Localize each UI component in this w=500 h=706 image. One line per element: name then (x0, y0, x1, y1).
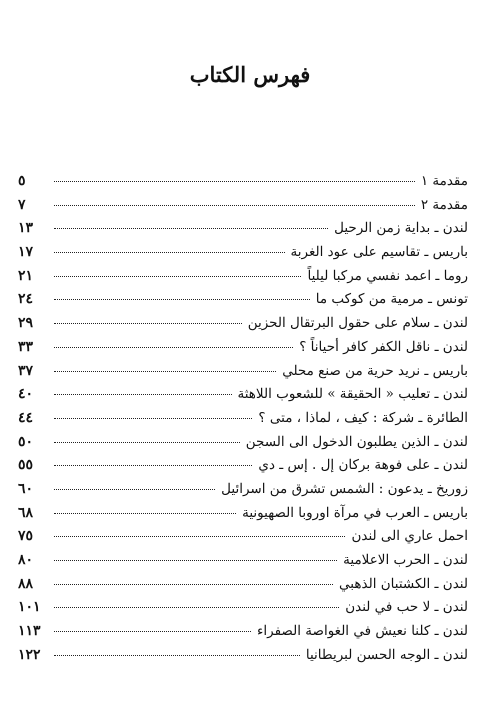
toc-entry (18, 336, 468, 360)
toc-entry-page-number: ٢١ (18, 267, 34, 284)
toc-entry-title: لندن ـ الحرب الاعلامية (343, 552, 468, 568)
toc-entry (18, 407, 468, 431)
toc-entry-title: تونس ـ مرمية من كوكب ما (315, 291, 468, 308)
toc-entry-page-number: ١٠١ (18, 599, 41, 616)
dot-leader (54, 513, 236, 514)
toc-entry (18, 573, 468, 597)
dot-leader (54, 394, 232, 395)
toc-entry (18, 525, 468, 549)
page-title: فهرس الكتاب (189, 62, 311, 87)
toc-entry-page-number: ٣٣ (18, 338, 34, 355)
toc-entry-title: لندن ـ الذين يطلبون الدخول الى السجن (245, 433, 468, 450)
dot-leader (54, 323, 242, 324)
toc-entry-page-number: ٥ (18, 173, 26, 189)
dot-leader (54, 299, 310, 300)
dot-leader (54, 181, 415, 182)
toc-entry-title: روما ـ اعمد نفسي مركبا ليلياً (307, 267, 468, 284)
toc-entry-title: الطائرة ـ شركة : كيف ، لماذا ، متى ؟ (258, 409, 468, 426)
toc-entry (18, 312, 468, 336)
toc-entry-title: زوريخ ـ يدعون : الشمس تشرق من اسرائيل (221, 480, 468, 497)
toc-entry-title: لندن ـ كلنا نعيش في الغواصة الصفراء (257, 623, 468, 640)
toc-entry-title: لندن ـ الكشتبان الذهبي (339, 575, 468, 592)
dot-leader (54, 276, 301, 277)
toc-entry-page-number: ١٧ (18, 244, 34, 261)
dot-leader (54, 228, 328, 229)
toc-entry-page-number: ٨٠ (18, 552, 34, 568)
toc-entry (18, 170, 468, 194)
toc-entry (18, 620, 468, 644)
toc-entry (18, 596, 468, 620)
toc-entry-page-number: ٣٧ (18, 362, 34, 379)
dot-leader (54, 607, 339, 608)
toc-entry (18, 241, 468, 265)
toc-entry-title: لندن ـ على فوهة بركان إل . إس ـ دي (258, 457, 468, 474)
toc-entry (18, 217, 468, 241)
dot-leader (54, 655, 300, 656)
dot-leader (54, 371, 276, 372)
toc-entry-page-number: ١٣ (18, 220, 34, 237)
table-of-contents (18, 170, 468, 667)
toc-entry-page-number: ٧ (18, 196, 26, 213)
toc-entry-title: لندن ـ بداية زمن الرحيل (334, 220, 468, 237)
toc-entry (18, 194, 468, 218)
dot-leader (54, 489, 215, 490)
toc-entry (18, 478, 468, 502)
toc-entry (18, 431, 468, 455)
toc-entry-title: باريس ـ نريد حرية من صنع محلي (282, 362, 468, 379)
dot-leader (54, 631, 251, 632)
dot-leader (54, 442, 240, 443)
dot-leader (54, 418, 252, 419)
dot-leader (54, 252, 285, 253)
toc-entry (18, 454, 468, 478)
toc-entry-page-number: ٦٨ (18, 504, 34, 521)
toc-entry (18, 360, 468, 384)
toc-entry-title: باريس ـ تقاسيم على عود الغربة (290, 244, 468, 261)
dot-leader (54, 536, 345, 537)
toc-entry-title: لندن ـ الوجه الحسن لبريطانيا (305, 646, 468, 663)
toc-entry (18, 383, 468, 407)
dot-leader (54, 347, 293, 348)
toc-entry-title: لندن ـ ناقل الكفر كافر أحياناً ؟ (299, 338, 468, 355)
toc-entry-page-number: ٧٥ (18, 528, 34, 545)
toc-entry-title: لندن ـ لا حب في لندن (345, 599, 468, 616)
toc-entry-page-number: ٥٠ (18, 433, 34, 450)
toc-entry-title: باريس ـ العرب في مرآة اوروبا الصهيونية (242, 504, 468, 521)
toc-entry-page-number: ٢٤ (18, 291, 34, 308)
toc-entry-page-number: ٤٠ (18, 386, 34, 403)
toc-entry-title: لندن ـ تعليب « الحقيقة » للشعوب اللاهثة (237, 386, 468, 403)
toc-entry-title: لندن ـ سلام على حقول البرتقال الحزين (247, 315, 468, 332)
toc-entry-title: مقدمة ١ (420, 173, 468, 189)
toc-entry (18, 549, 468, 573)
toc-entry-page-number: ٥٥ (18, 457, 34, 474)
dot-leader (54, 465, 252, 466)
toc-entry-page-number: ٢٩ (18, 315, 34, 332)
toc-entry (18, 502, 468, 526)
toc-entry-title: مقدمة ٢ (420, 196, 468, 213)
toc-entry (18, 644, 468, 668)
toc-entry-page-number: ٨٨ (18, 575, 34, 592)
dot-leader (54, 584, 333, 585)
dot-leader (54, 560, 337, 561)
toc-entry-page-number: ٦٠ (18, 480, 34, 497)
toc-entry (18, 288, 468, 312)
toc-entry-title: احمل عاري الى لندن (351, 528, 468, 545)
toc-entry-page-number: ١١٣ (18, 623, 41, 640)
toc-entry-page-number: ٤٤ (18, 409, 34, 426)
dot-leader (54, 205, 415, 206)
toc-entry (18, 265, 468, 289)
toc-entry-page-number: ١٢٢ (18, 646, 41, 663)
